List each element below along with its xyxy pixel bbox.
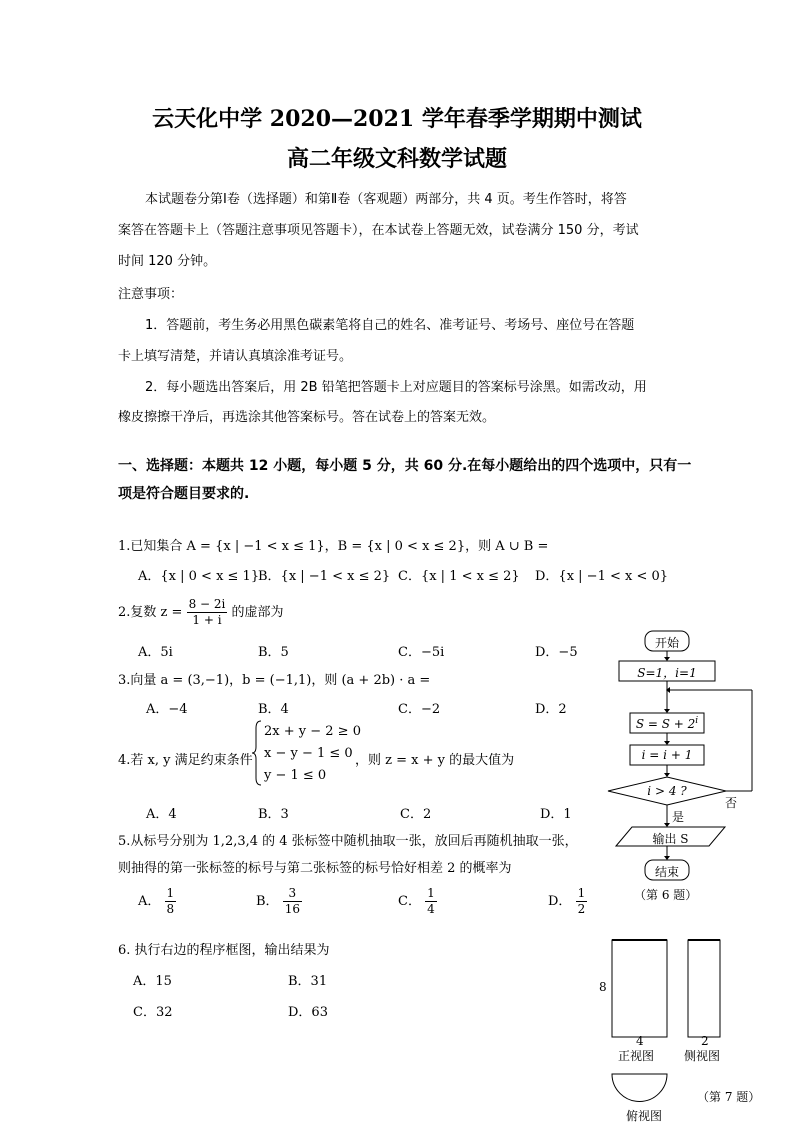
question-4-prefix: 4.若 x, y 满足约束条件	[118, 753, 253, 768]
flowchart-caption: （第 6 题）	[634, 888, 698, 902]
question-4-option-b: B．3	[258, 807, 289, 822]
question-4-option-a: A．4	[146, 807, 177, 822]
flowchart-update-s-exponent: i	[695, 716, 699, 726]
question-1-option-d: D．{x | −1 < x < 0}	[535, 569, 669, 584]
flowchart-update-s-text: S = S + 2	[635, 717, 696, 731]
constraint-1: 2x + y − 2 ≥ 0	[264, 724, 361, 739]
question-2-option-b: B．5	[258, 645, 289, 660]
question-5-option-a-label: A．	[138, 894, 161, 909]
flowchart-condition: i > 4 ?	[647, 784, 687, 798]
question-4-option-d: D．1	[540, 807, 572, 822]
question-5-option-b-label: B．	[256, 894, 279, 909]
constraint-2: x − y − 1 ≤ 0	[264, 746, 353, 761]
side-view-shape	[688, 940, 720, 1037]
question-2-option-c: C．−5i	[398, 645, 445, 660]
question-5-option-c-numerator: 1	[427, 886, 435, 900]
question-5-option-a-numerator: 1	[166, 886, 175, 900]
question-5-option-d-numerator: 1	[577, 886, 586, 900]
note-1-line-1: 1．答题前，考生务必用黑色碳素笔将自己的姓名、准考证号、考场号、座位号在答题	[145, 318, 635, 333]
question-7-caption: （第 7 题）	[697, 1090, 761, 1104]
question-1-option-a: A．{x | 0 < x ≤ 1}	[138, 569, 260, 584]
section-1-heading-line-2: 项是符合题目要求的.	[118, 486, 250, 502]
question-2-suffix: 的虚部为	[231, 605, 284, 620]
question-5-option-c-denominator: 4	[427, 902, 435, 916]
question-2-option-a: A．5i	[138, 645, 173, 660]
question-2-prefix: 2.复数 z =	[118, 605, 183, 620]
flowchart-output: 输出 S	[652, 832, 689, 846]
flowchart-end: 结束	[654, 865, 679, 879]
front-view-shape	[612, 940, 667, 1037]
question-6-stem: 6. 执行右边的程序框图，输出结果为	[118, 943, 330, 958]
question-2-numerator: 8 − 2i	[188, 597, 226, 611]
question-6-option-d: D．63	[288, 1005, 328, 1020]
question-5-line-1: 5.从标号分别为 1,2,3,4 的 4 张标签中随机抽取一张，放回后再随机抽取一张，	[118, 834, 578, 849]
side-view-width: 2	[701, 1034, 709, 1048]
question-2-denominator: 1 + i	[192, 613, 222, 627]
question-6-option-c: C．32	[133, 1005, 173, 1020]
front-view-label: 正视图	[618, 1049, 655, 1063]
question-2-option-d: D．−5	[535, 645, 578, 660]
question-5-option-b-numerator: 3	[283, 886, 302, 902]
question-3-stem: 3.向量 a = (3,−1)，b = (−1,1)，则 (a + 2b) · a =	[118, 673, 431, 688]
flowchart-no-label: 否	[725, 796, 738, 810]
top-view-label: 俯视图	[626, 1109, 663, 1123]
intro-line-3: 时间 120 分钟。	[118, 254, 217, 269]
question-1-option-c: C．{x | 1 < x ≤ 2}	[398, 569, 520, 584]
question-3-option-c: C．−2	[398, 702, 441, 717]
question-3-option-b: B．4	[258, 702, 289, 717]
question-4-option-c: C．2	[400, 807, 432, 822]
question-3-option-a: A．−4	[146, 702, 188, 717]
note-2-line-2: 橡皮擦擦干净后，再选涂其他答案标号。答在试卷上的答案无效。	[118, 410, 496, 425]
constraint-3: y − 1 ≤ 0	[264, 768, 327, 783]
intro-line-2: 案答在答题卡上（答题注意事项见答题卡），在本试卷上答题无效，试卷满分 150 分，考试	[118, 223, 639, 238]
question-5-line-2: 则抽得的第一张标签的标号与第二张标签的标号恰好相差 2 的概率为	[118, 861, 512, 876]
flowchart-yes-label: 是	[672, 810, 685, 824]
question-5-option-d-label: D．	[548, 894, 572, 909]
flowchart-init: S=1，i=1	[637, 666, 697, 680]
question-5-option-c-label: C．	[398, 894, 421, 909]
side-view-label: 侧视图	[684, 1049, 721, 1063]
front-view-height: 8	[599, 980, 607, 994]
top-view-shape	[612, 1074, 667, 1101]
question-5-option-a-denominator: 8	[166, 902, 175, 916]
exam-subtitle: 高二年级文科数学试题	[286, 146, 507, 172]
note-1-line-2: 卡上填写清楚，并请认真填涂准考证号。	[118, 349, 353, 364]
question-6-option-b: B．31	[288, 974, 328, 989]
question-1-option-b: B．{x | −1 < x ≤ 2}	[258, 569, 391, 584]
flowchart-update-s	[630, 716, 704, 731]
flowchart-start: 开始	[654, 636, 679, 650]
front-view-width: 4	[636, 1034, 644, 1048]
intro-line-1: 本试题卷分第Ⅰ卷（选择题）和第Ⅱ卷（客观题）两部分，共 4 页。考生作答时，将答	[145, 192, 627, 207]
question-4-suffix: ，则 z = x + y 的最大值为	[355, 753, 515, 768]
question-5-option-b-denominator: 16	[284, 902, 300, 916]
question-1-stem: 1.已知集合 A = {x | −1 < x ≤ 1}，B = {x | 0 < x ≤ 2}，则 A ∪ B =	[118, 539, 549, 554]
note-2-line-1: 2．每小题选出答案后，用 2B 铅笔把答题卡上对应题目的答案标号涂黑。如需改动，用	[145, 380, 647, 395]
question-3-option-d: D．2	[535, 702, 567, 717]
section-1-heading-line-1: 一、选择题：本题共 12 小题，每小题 5 分，共 60 分.在每小题给出的四个选项中，只有一	[118, 458, 692, 474]
exam-title: 云天化中学 2020—2021 学年春季学期期中测试	[152, 106, 642, 132]
question-5-option-d-denominator: 2	[577, 902, 586, 916]
flowchart-update-i: i = i + 1	[641, 748, 693, 762]
notes-heading: 注意事项：	[118, 287, 184, 302]
question-6-option-a: A．15	[133, 974, 172, 989]
